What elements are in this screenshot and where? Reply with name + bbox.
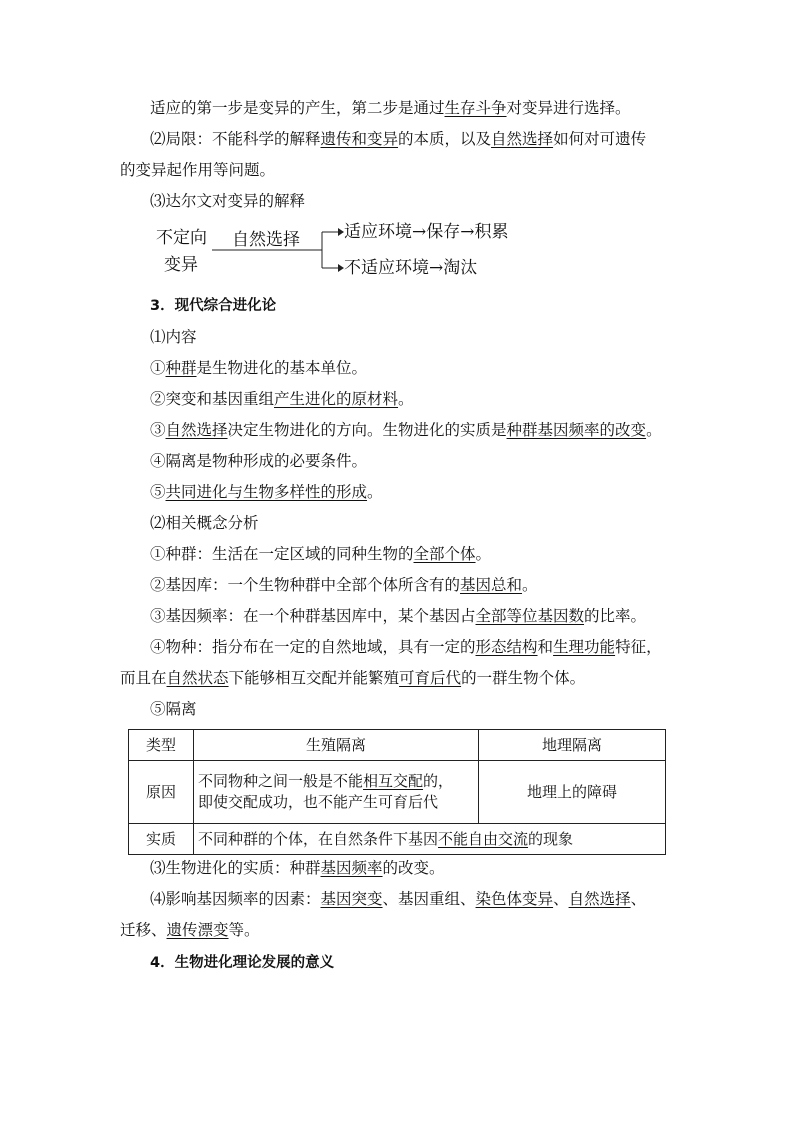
- table-cell: [194, 824, 666, 855]
- text: 的比率。: [584, 607, 647, 625]
- text: 而且在: [120, 669, 167, 687]
- underlined-term: 生存斗争: [444, 99, 507, 117]
- text: ③: [150, 421, 166, 439]
- underlined-term: 可育后代: [399, 669, 462, 687]
- underlined-term: 自然选择: [568, 890, 631, 908]
- paragraph-line: [150, 857, 710, 879]
- list-item: ④隔离是物种形成的必要条件。: [150, 452, 368, 470]
- table-header-cell: 地理隔离: [479, 730, 666, 761]
- section-subheading: ⑵相关概念分析: [150, 514, 259, 532]
- text: 迁移、: [120, 921, 167, 939]
- underlined-term: 染色体变异: [475, 890, 554, 908]
- underlined-term: 形态结构: [475, 638, 538, 656]
- list-item: [150, 388, 710, 410]
- underlined-term: 自然选择: [491, 130, 554, 148]
- table-header-cell: 类型: [129, 730, 194, 761]
- text: ⑷影响基因频率的因素：: [150, 890, 321, 908]
- diagram-source-label: 不定向: [156, 228, 207, 248]
- paragraph-line: [150, 888, 710, 910]
- list-item: [150, 543, 710, 565]
- text: 适应的第一步是变异的产生，第二步是通过: [150, 99, 445, 117]
- text: 、基因重组、: [382, 890, 476, 908]
- list-item: [150, 636, 710, 658]
- table-header-row: [129, 730, 666, 761]
- list-item: [150, 605, 710, 627]
- list-item: ⑤隔离: [150, 700, 197, 718]
- text: ⑤: [150, 483, 166, 501]
- table-cell: 地理上的障碍: [479, 761, 666, 824]
- paragraph-line: [120, 919, 680, 941]
- text: ②基因库：一个生物种群中全部个体所含有的: [150, 576, 461, 594]
- list-item: [150, 574, 710, 596]
- text: ⑵局限：不能科学的解释: [150, 130, 321, 148]
- underlined-term: 种群: [165, 359, 197, 377]
- table-row: [129, 824, 666, 855]
- text: 的一群生物个体。: [461, 669, 586, 687]
- text: ②突变和基因重组: [150, 390, 275, 408]
- table-row-label: 实质: [129, 824, 194, 855]
- text: 决定生物进化的方向。生物进化的实质是: [227, 421, 507, 439]
- text: 、: [630, 890, 647, 908]
- underlined-term: 相互交配: [363, 772, 424, 790]
- text: ①种群：生活在一定区域的同种生物的: [150, 545, 414, 563]
- list-item: [150, 419, 710, 441]
- section-subheading: ⑴内容: [150, 328, 197, 346]
- text: ③基因频率：在一个种群基因库中，某个基因占: [150, 607, 476, 625]
- text: 对变异进行选择。: [506, 99, 631, 117]
- section-subheading: ⑶达尔文对变异的解释: [150, 192, 306, 210]
- list-item: [150, 357, 710, 379]
- table-row: [129, 761, 666, 824]
- text: 、: [553, 890, 569, 908]
- text: 不同物种之间一般是不能: [198, 772, 364, 790]
- underlined-term: 基因突变: [320, 890, 383, 908]
- underlined-term: 自然状态: [166, 669, 229, 687]
- underlined-term: 全部等位基因数: [475, 607, 585, 625]
- text: 如何对可遗传: [553, 130, 647, 148]
- text: ①: [150, 359, 166, 377]
- isolation-table: [128, 729, 666, 855]
- text: 是生物进化的基本单位。: [196, 359, 368, 377]
- list-item: [150, 481, 710, 503]
- paragraph-line: [120, 667, 680, 689]
- diagram-arrow-label: 自然选择: [232, 230, 300, 250]
- text: 不同种群的个体，在自然条件下基因: [198, 829, 439, 848]
- paragraph-line: 的变异起作用等问题。: [120, 161, 276, 179]
- underlined-term: 种群基因频率的改变: [506, 421, 647, 439]
- text: 特征，: [615, 638, 662, 656]
- underlined-term: 生理功能: [553, 638, 616, 656]
- diagram-source-label-2: 变异: [164, 255, 198, 275]
- paragraph-line: [150, 128, 710, 150]
- text: 和: [537, 638, 554, 656]
- text: 即使交配成功，也不能产生可育后代: [198, 793, 439, 811]
- text: 的，: [423, 772, 454, 790]
- table-header-cell: 生殖隔离: [194, 730, 479, 761]
- underlined-term: 产生进化的原材料: [274, 390, 399, 408]
- text: 的现象: [528, 829, 574, 848]
- diagram-branch-bottom: 不适应环境→淘汰: [344, 258, 478, 278]
- underlined-term: 自然选择: [165, 421, 228, 439]
- table-row-label: 原因: [129, 761, 194, 824]
- underlined-term: 共同进化与生物多样性的形成: [165, 483, 368, 501]
- paragraph-line: [150, 97, 710, 119]
- text: 的本质，以及: [398, 130, 492, 148]
- text: 。: [475, 545, 492, 563]
- underlined-term: 遗传和变异: [320, 130, 399, 148]
- text: ⑶生物进化的实质：种群: [150, 859, 321, 877]
- section-heading: 4．生物进化理论发展的意义: [150, 955, 335, 971]
- underlined-term: 基因频率: [320, 859, 383, 877]
- section-heading: 3．现代综合进化论: [150, 298, 277, 314]
- text: 的改变。: [382, 859, 445, 877]
- underlined-term: 不能自由交流: [438, 829, 529, 848]
- variation-diagram: [150, 220, 550, 290]
- diagram-branch-top: 适应环境→保存→积累: [344, 222, 509, 242]
- text: 等。: [228, 921, 260, 939]
- text: 下能够相互交配并能繁殖: [228, 669, 400, 687]
- text: ④物种：指分布在一定的自然地域，具有一定的: [150, 638, 476, 656]
- underlined-term: 遗传漂变: [166, 921, 229, 939]
- text: 。: [367, 483, 383, 501]
- underlined-term: 基因总和: [460, 576, 523, 594]
- text: 。: [398, 390, 414, 408]
- text: 。: [646, 421, 662, 439]
- text: 。: [522, 576, 538, 594]
- underlined-term: 全部个体: [413, 545, 476, 563]
- table-cell: [194, 761, 479, 824]
